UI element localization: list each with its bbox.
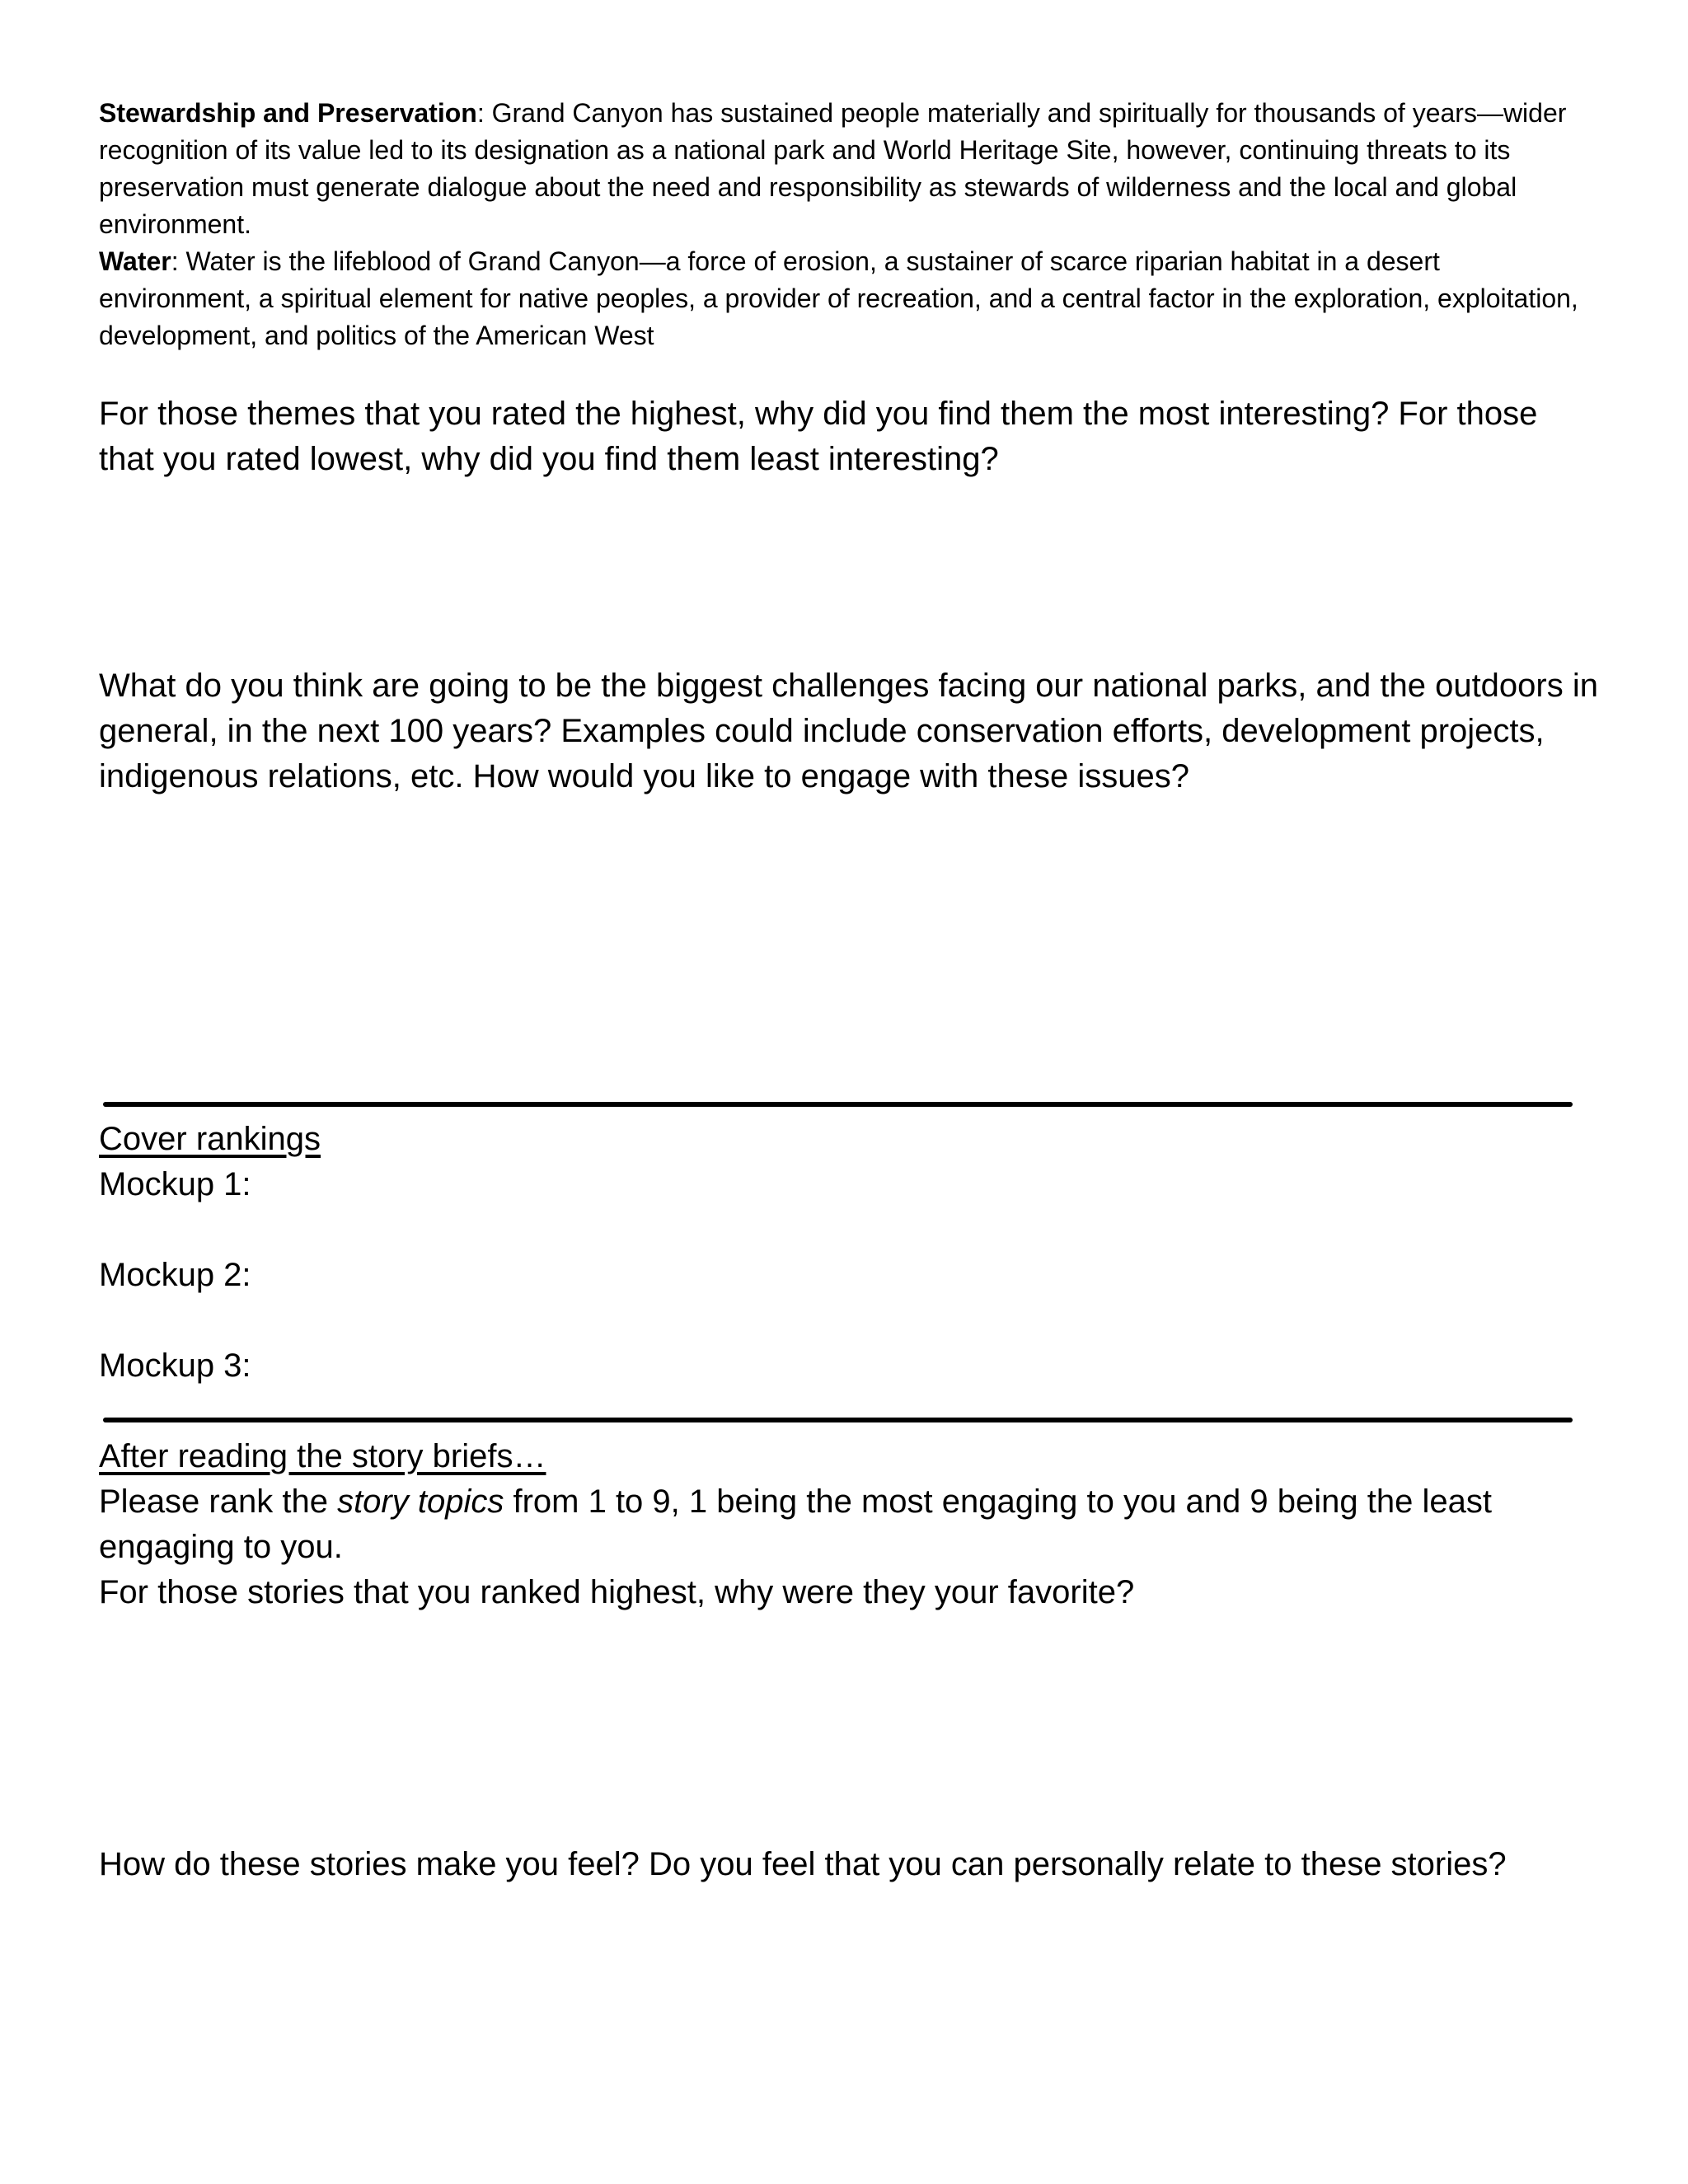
rank-instruction — [99, 1479, 1599, 1570]
mockup-1-label: Mockup 1: — [99, 1166, 251, 1202]
horizontal-divider — [103, 1418, 1573, 1422]
rank-instruction-emphasis: story topics — [337, 1483, 504, 1520]
mockup-2-label: Mockup 2: — [99, 1257, 251, 1293]
rank-instruction-suffix: from 1 to 9, 1 being the most engaging to you and 9 being the least engaging to you. — [99, 1483, 1492, 1565]
rank-instruction-prefix: Please rank the — [99, 1483, 338, 1520]
horizontal-divider — [103, 1102, 1573, 1107]
theme-title: Stewardship and Preservation — [99, 98, 477, 128]
theme-description: : Grand Canyon has sustained people materially and spiritually for thousands of years—wider recognition of its value led to its designation as a national park and World Heritage Site, however, continuing threats to its preservation must generate dialogue about the need and responsibility as stewards of wilderness and the local and global environment. — [99, 98, 1567, 239]
mockup-3-label: Mockup 3: — [99, 1347, 251, 1384]
theme-stewardship — [99, 95, 1599, 243]
story-briefs-heading: After reading the story briefs… — [99, 1438, 546, 1474]
question-feel-stories: How do these stories make you feel? Do you feel that you can personally relate to these stories? — [99, 1846, 1507, 1882]
cover-rankings-heading: Cover rankings — [99, 1121, 321, 1157]
question-themes-rating: For those themes that you rated the highest, why did you find them the most interesting? For those that you rated lowest, why did you find them least interesting? — [99, 396, 1538, 477]
theme-water — [99, 243, 1599, 354]
question-favorite-stories: For those stories that you ranked highest, why were they your favorite? — [99, 1574, 1135, 1610]
theme-title: Water — [99, 246, 171, 276]
theme-description: : Water is the lifeblood of Grand Canyon—a force of erosion, a sustainer of scarce riparian habitat in a desert environment, a spiritual element for native peoples, a provider of recreation, and a central factor in the exploration, exploitation, development, and politics of the American West — [99, 246, 1578, 350]
question-challenges: What do you think are going to be the biggest challenges facing our national parks, and the outdoors in general, in the next 100 years? Examples could include conservation efforts, development projects, indigenous relations, etc. How would you like to engage with these issues? — [99, 668, 1598, 794]
